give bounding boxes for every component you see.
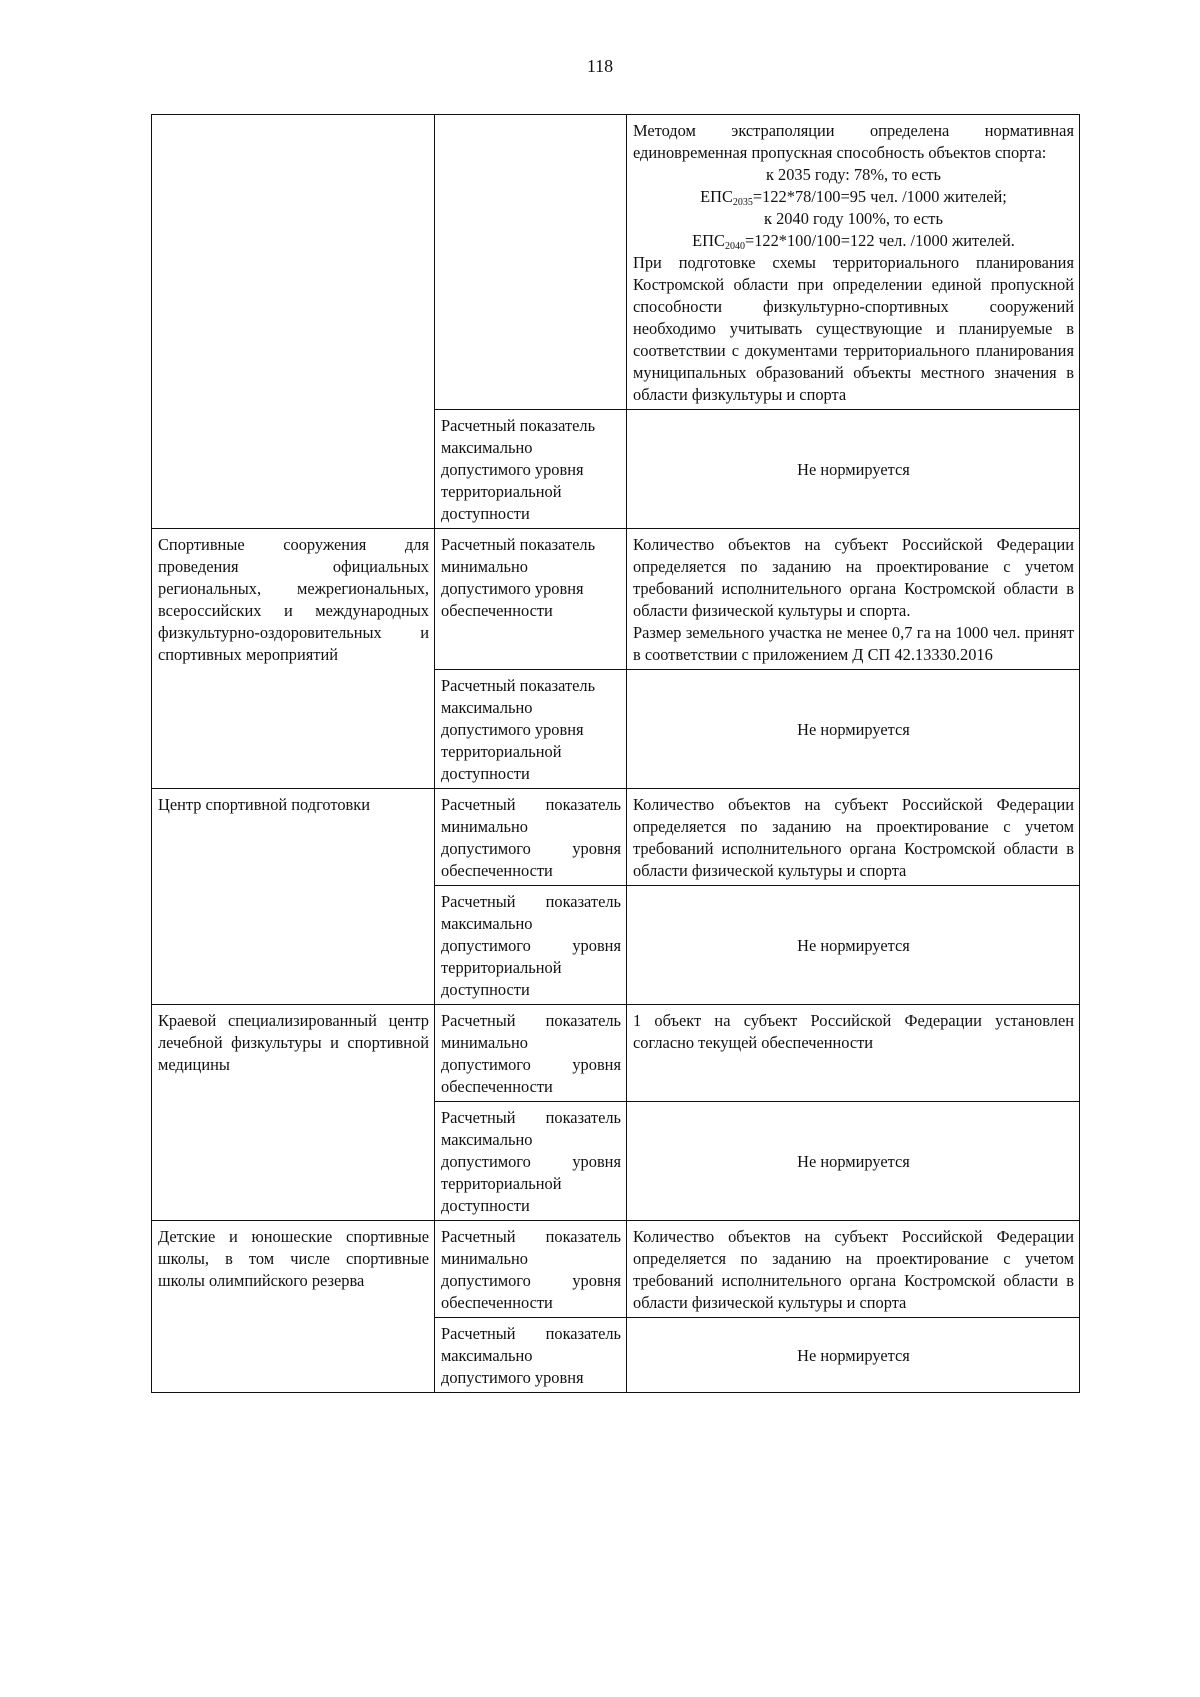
indicator-label: Расчетный показатель максимально допустимого уровня xyxy=(435,1318,627,1393)
value-line: 1 объект на субъект Российской Федерации установлен согласно текущей обеспеченности xyxy=(633,1011,1074,1052)
line-2035: к 2035 году: 78%, то есть xyxy=(765,165,942,184)
facility-name: Детские и юношеские спортивные школы, в том числе спортивные школы олимпийского резерва xyxy=(152,1221,435,1393)
value-line: Количество объектов на субъект Российской Федерации определяется по заданию на проектирование с учетом требований исполнительного органа Костромской области в области физической культуры и спорта xyxy=(633,795,1074,880)
facility-name: Спортивные сооружения для проведения официальных региональных, межрегиональных, всероссийских и международных физкультурно-оздоровительных и спортивных мероприятий xyxy=(152,529,435,789)
table-row xyxy=(152,115,1080,410)
facility-name: Центр спортивной подготовки xyxy=(152,789,435,1005)
table-row xyxy=(152,1221,1080,1318)
table-row xyxy=(152,529,1080,670)
value-line: Количество объектов на субъект Российской Федерации определяется по заданию на проектирование с учетом требований исполнительного органа Костромской области в области физической культуры и спорта xyxy=(633,1227,1074,1312)
value-cell xyxy=(627,115,1080,410)
planning-note: При подготовке схемы территориального планирования Костромской области при определении единой пропускной способности физкультурно-спортивных сооружений необходимо учитывать существующие и планируемые в соответствии с документами территориального планирования муниципальных образований объекты местного значения в области физкультуры и спорта xyxy=(633,253,1074,404)
value-line: Количество объектов на субъект Российской Федерации определяется по заданию на проектирование с учетом требований исполнительного органа Костромской области в области физической культуры и спорта. xyxy=(633,535,1074,620)
page-number: 118 xyxy=(586,56,614,76)
method-intro: Методом экстраполяции определена нормативная единовременная пропускная способность объектов спорта: xyxy=(633,121,1074,162)
indicator-value: Не нормируется xyxy=(627,410,1080,529)
facility-cell-empty xyxy=(152,115,435,529)
indicator-value: Не нормируется xyxy=(627,1102,1080,1221)
indicator-value xyxy=(627,789,1080,886)
indicator-label: Расчетный показатель минимально допустимого уровня обеспеченности xyxy=(435,529,627,670)
indicator-value xyxy=(627,1221,1080,1318)
norms-table xyxy=(151,114,1080,1393)
line-2040: к 2040 году 100%, то есть xyxy=(764,209,943,228)
indicator-label: Расчетный показатель минимально допустимого уровня обеспеченности xyxy=(435,1221,627,1318)
table-row xyxy=(152,789,1080,886)
indicator-value: Не нормируется xyxy=(627,886,1080,1005)
formula-2035: $ЕПС_{2035}=122*78/100=95$ чел. /1000 жителей; xyxy=(700,187,1007,208)
indicator-label: Расчетный показатель минимально допустимого уровня обеспеченности xyxy=(435,789,627,886)
facility-name: Краевой специализированный центр лечебной физкультуры и спортивной медицины xyxy=(152,1005,435,1221)
table-row xyxy=(152,1005,1080,1102)
indicator-value: Не нормируется xyxy=(627,670,1080,789)
value-line: Размер земельного участка не менее 0,7 га на 1000 чел. принят в соответствии с приложением Д СП 42.13330.2016 xyxy=(633,623,1074,664)
formula-2040: $ЕПС_{2040}=122*100/100=122$ чел. /1000 жителей. xyxy=(692,231,1015,252)
indicator-cell-empty xyxy=(435,115,627,410)
indicator-label: Расчетный показатель максимально допустимого уровня территориальной доступности xyxy=(435,410,627,529)
indicator-label: Расчетный показатель максимально допустимого уровня территориальной доступности xyxy=(435,670,627,789)
indicator-value xyxy=(627,529,1080,670)
indicator-value: Не нормируется xyxy=(627,1318,1080,1393)
indicator-label: Расчетный показатель минимально допустимого уровня обеспеченности xyxy=(435,1005,627,1102)
indicator-value xyxy=(627,1005,1080,1102)
indicator-label: Расчетный показатель максимально допустимого уровня территориальной доступности xyxy=(435,886,627,1005)
indicator-label: Расчетный показатель максимально допустимого уровня территориальной доступности xyxy=(435,1102,627,1221)
